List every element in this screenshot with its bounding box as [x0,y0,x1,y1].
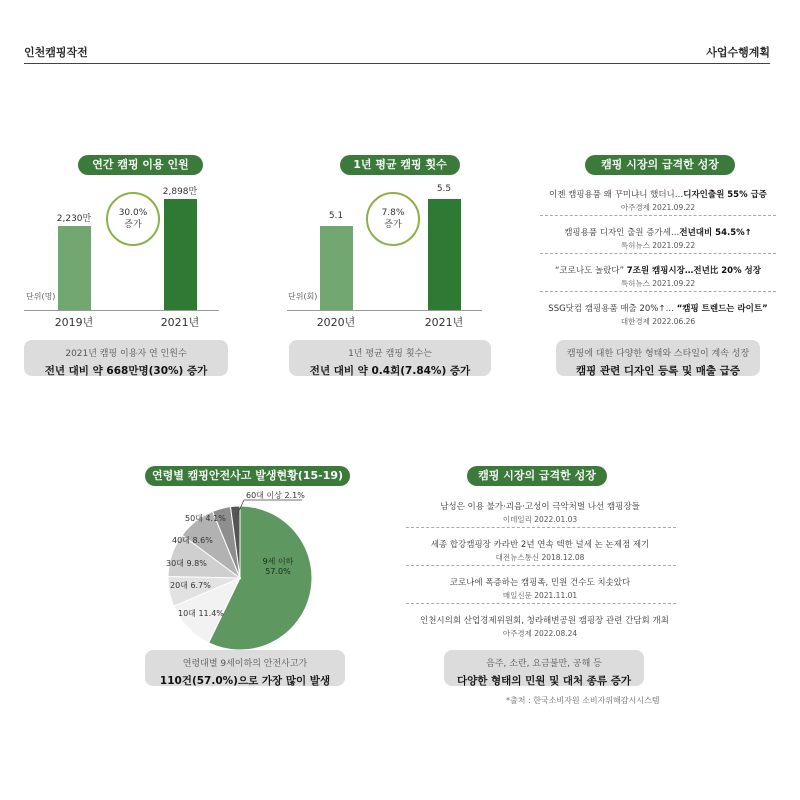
news-source: 특허뉴스 2021.09.22 [620,279,696,288]
x-tick-label: 2021년 [160,316,200,329]
bar-value: 5.5 [436,184,452,194]
summary-line2: 전년 대비 약 0.4회(7.84%) 증가 [309,365,471,377]
source-note: *출처 : 한국소비자원 소비자위해감시시스템 [506,696,660,705]
panel2-title: 1년 평균 캠핑 횟수 [340,155,460,175]
slice-label: 30대 9.8% [166,559,207,568]
growth-pct: 7.8% [381,208,405,218]
header-right-title: 사업수행계획 [706,46,770,59]
slice-label: 50대 4.1% [185,514,226,523]
summary-line1: 연령대별 9세이하의 안전사고가 [182,659,308,669]
slice-label: 9세 이하 57.0% [262,557,294,576]
news-headline: 세종 합강캠핑장 카라반 2년 연속 텍한 널세 논 논제점 제기 [430,540,650,550]
summary-line1: 1년 평균 캠핑 횟수는 [348,349,432,359]
bar-value: 5.1 [328,211,344,221]
panel1-unit: 단위(명) [26,292,56,301]
news-source: 아주경제 2022.08.24 [502,629,578,638]
summary-line2: 전년 대비 약 668만명(30%) 증가 [44,365,208,377]
bar-value: 2,898만 [162,187,198,197]
news-source: 매일신문 2021.11.01 [502,591,578,600]
news-source: 아주경제 2021.09.22 [620,203,696,212]
news-source: 이데일리 2022.01.03 [502,515,578,524]
panel2-unit: 단위(회) [288,292,318,301]
slice-label: 40대 8.6% [172,536,213,545]
x-tick-label: 2019년 [54,316,94,329]
news-item [420,500,660,525]
news-source: 대한경제 2022.06.26 [620,317,696,326]
slice-label: 10대 11.4% [178,609,224,618]
panel4-title: 연령별 캠핑안전사고 발생현황(15-19) [145,466,350,486]
growth-word: 증가 [384,220,402,230]
news-source: 대전뉴스통신 2018.12.08 [495,553,585,562]
x-tick-label: 2020년 [316,316,356,329]
news-headline: SSG닷컴 캠핑용품 매출 20%↑… “캠핑 트렌드는 라이트” [548,304,768,314]
growth-word: 증가 [124,220,142,230]
summary-line2: 캠핑 관련 디자인 등록 및 매출 급증 [576,365,740,377]
panel4-summary [145,650,345,686]
summary-line2: 다양한 형태의 민원 및 대처 종류 증가 [456,675,632,687]
news-headline: 남성은 이용 불가·괴음·고성이 극악처벌 나선 캠핑장들 [440,502,640,512]
news-headline: 캠핑용품 디자인 출원 증가세…전년대비 54.5%↑ [564,228,752,238]
news-source: 특허뉴스 2021.09.22 [620,241,696,250]
news-item [420,614,669,639]
x-tick-label: 2021년 [424,316,464,329]
bar-value: 2,230만 [56,214,92,224]
slice-label: 20대 6.7% [170,581,211,590]
news-headline: 인천시의회 산업경제위원회, 청라해변공원 캠핑장 관련 간담회 개최 [420,616,669,626]
summary-line1: 2021년 캠핑 이용자 연 인원수 [65,349,187,359]
summary-line2: 110건(57.0%)으로 가장 많이 발생 [159,675,331,687]
news-item [420,538,660,563]
news-headline: 이젠 캠핑용품 왜 꾸미냐니 했더니…디자인출원 55% 급증 [548,190,767,200]
news-headline: 코로나에 폭증하는 캠핑족, 민원 건수도 치솟았다 [449,578,631,588]
panel5-summary [444,650,644,686]
divider [406,527,676,528]
divider [406,603,676,604]
panel3-title: 캠핑 시장의 급격한 성장 [585,155,735,175]
summary-line1: 캠핑에 대한 다양한 형태와 스타일이 계속 성장 [566,349,750,359]
news-headline: “코로나도 놀랐다” 7조원 캠핑시장…전년比 20% 성장 [555,266,761,276]
news-item [420,576,660,601]
panel5-title: 캠핑 시장의 급격한 성장 [467,466,607,486]
header-left-title: 인천캠핑작전 [24,46,88,59]
panel1-title: 연간 캠핑 이용 인원 [78,155,203,175]
growth-pct: 30.0% [118,208,148,218]
divider [406,565,676,566]
slice-label: 60대 이상 2.1% [246,491,305,500]
summary-line1: 음주, 소란, 요금불만, 공해 등 [486,659,602,669]
